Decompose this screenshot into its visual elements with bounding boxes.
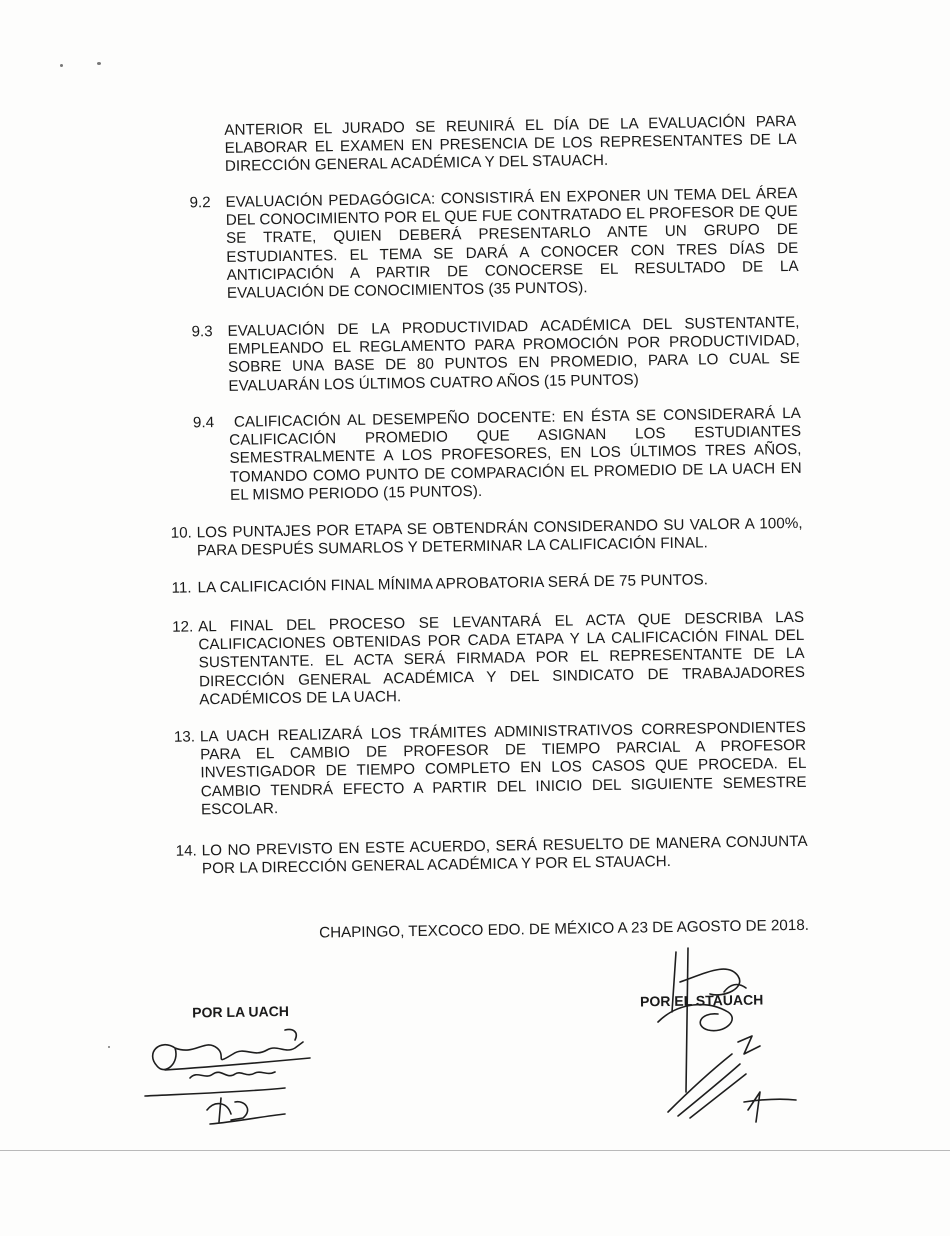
sub-item-text: EVALUACIÓN PEDAGÓGICA: CONSISTIRÁ EN EXPONER UN TEMA DEL ÁREA DEL CONOCIMIENTO POR EL QUE FUE CONTRATADO EL PROFESOR DE QUE SE TRATE, QUIEN DEBERÁ PRESENTARLO ANTE UN GRUPO DE ESTUDIANTES. EL TEMA SE DARÁ A CONOCER CON TRES DÍAS DE ANTICIPACIÓN A PARTIR DE CONOCERSE EL RESULTADO DE LA EVALUACIÓN DE CONOCIMIENTOS (35 PUNTOS).: [225, 184, 799, 302]
sub-item-number: 9.3: [191, 323, 213, 341]
date-line: CHAPINGO, TEXCOCO EDO. DE MÉXICO A 23 DE AGOSTO DE 2018.: [319, 916, 810, 942]
bottom-divider: [0, 1150, 950, 1151]
item-number: 12.: [172, 618, 194, 636]
stauach-handwritten-signature: [628, 942, 818, 1132]
sub-item-text: EVALUACIÓN DE LA PRODUCTIVIDAD ACADÉMICA DEL SUSTENTANTE, EMPLEANDO EL REGLAMENTO PARA PROMOCIÓN POR PRODUCTIVIDAD, SOBRE UNA BASE DE 80 PUNTOS EN PROMEDIO, PARA LO CUAL SE EVALUARÁN LOS ÚLTIMOS CUATRO AÑOS (15 PUNTOS): [227, 313, 801, 395]
item-text: LO NO PREVISTO EN ESTE ACUERDO, SERÁ RESUELTO DE MANERA CONJUNTA POR LA DIRECCIÓN GENERAL ACADÉMICA Y POR EL STAUACH.: [201, 832, 808, 878]
item-text: AL FINAL DEL PROCESO SE LEVANTARÁ EL ACTA QUE DESCRIBA LAS CALIFICACIONES OBTENIDAS POR CADA ETAPA Y LA CALIFICACIÓN FINAL DEL SUSTENTANTE. EL ACTA SERÁ FIRMADA POR EL REPRESENTANTE DE LA DIRECCIÓN GENERAL ACADÉMICA Y DEL SINDICATO DE TRABAJADORES ACADÉMICOS DE LA UACH.: [198, 608, 806, 709]
item-number: 11.: [171, 579, 192, 597]
item-number: 14.: [175, 842, 197, 860]
sub-item-number: 9.2: [189, 194, 211, 212]
uach-signature-label: POR LA UACH: [192, 1002, 290, 1021]
uach-handwritten-signature: [135, 1018, 325, 1138]
stauach-signature-label: POR EL STAUACH: [639, 991, 764, 1010]
item-number: 10.: [170, 524, 192, 542]
sub-item-number: 9.4: [192, 414, 215, 432]
scan-speck: [97, 62, 101, 65]
item-text: LA CALIFICACIÓN FINAL MÍNIMA APROBATORIA SERÁ DE 75 PUNTOS.: [197, 571, 709, 597]
scan-speck: [108, 1046, 110, 1048]
scan-speck: [60, 64, 63, 67]
item-text: LA UACH REALIZARÁ LOS TRÁMITES ADMINISTRATIVOS CORRESPONDIENTES PARA EL CAMBIO DE PROFESOR DE TIEMPO PARCIAL A PROFESOR INVESTIGADOR DE TIEMPO COMPLETO EN LOS CASOS QUE PROCEDA. EL CAMBIO TENDRÁ EFECTO A PARTIR DEL INICIO DEL SIGUIENTE SEMESTRE ESCOLAR.: [199, 718, 807, 819]
continuation-paragraph: ANTERIOR EL JURADO SE REUNIRÁ EL DÍA DE LA EVALUACIÓN PARA ELABORAR EL EXAMEN EN PRESENCIA DE LOS REPRESENTANTES DE LA DIRECCIÓN GENERAL ACADÉMICA Y DEL STAUACH.: [224, 112, 797, 176]
item-text: LOS PUNTAJES POR ETAPA SE OBTENDRÁN CONSIDERANDO SU VALOR A 100%, PARA DESPUÉS SUMARLOS Y DETERMINAR LA CALIFICACIÓN FINAL.: [196, 514, 803, 560]
item-number: 13.: [173, 728, 196, 746]
sub-item-text: CALIFICACIÓN AL DESEMPEÑO DOCENTE: EN ÉSTA SE CONSIDERARÁ LA CALIFICACIÓN PROMEDIO QUE ASIGNAN LOS ESTUDIANTES SEMESTRALMENTE A LOS PROFESORES, EN LOS ÚLTIMOS TRES AÑOS, TOMANDO COMO PUNTO DE COMPARACIÓN EL PROMEDIO DE LA UACH EN EL MISMO PERIODO (15 PUNTOS).: [229, 404, 802, 504]
